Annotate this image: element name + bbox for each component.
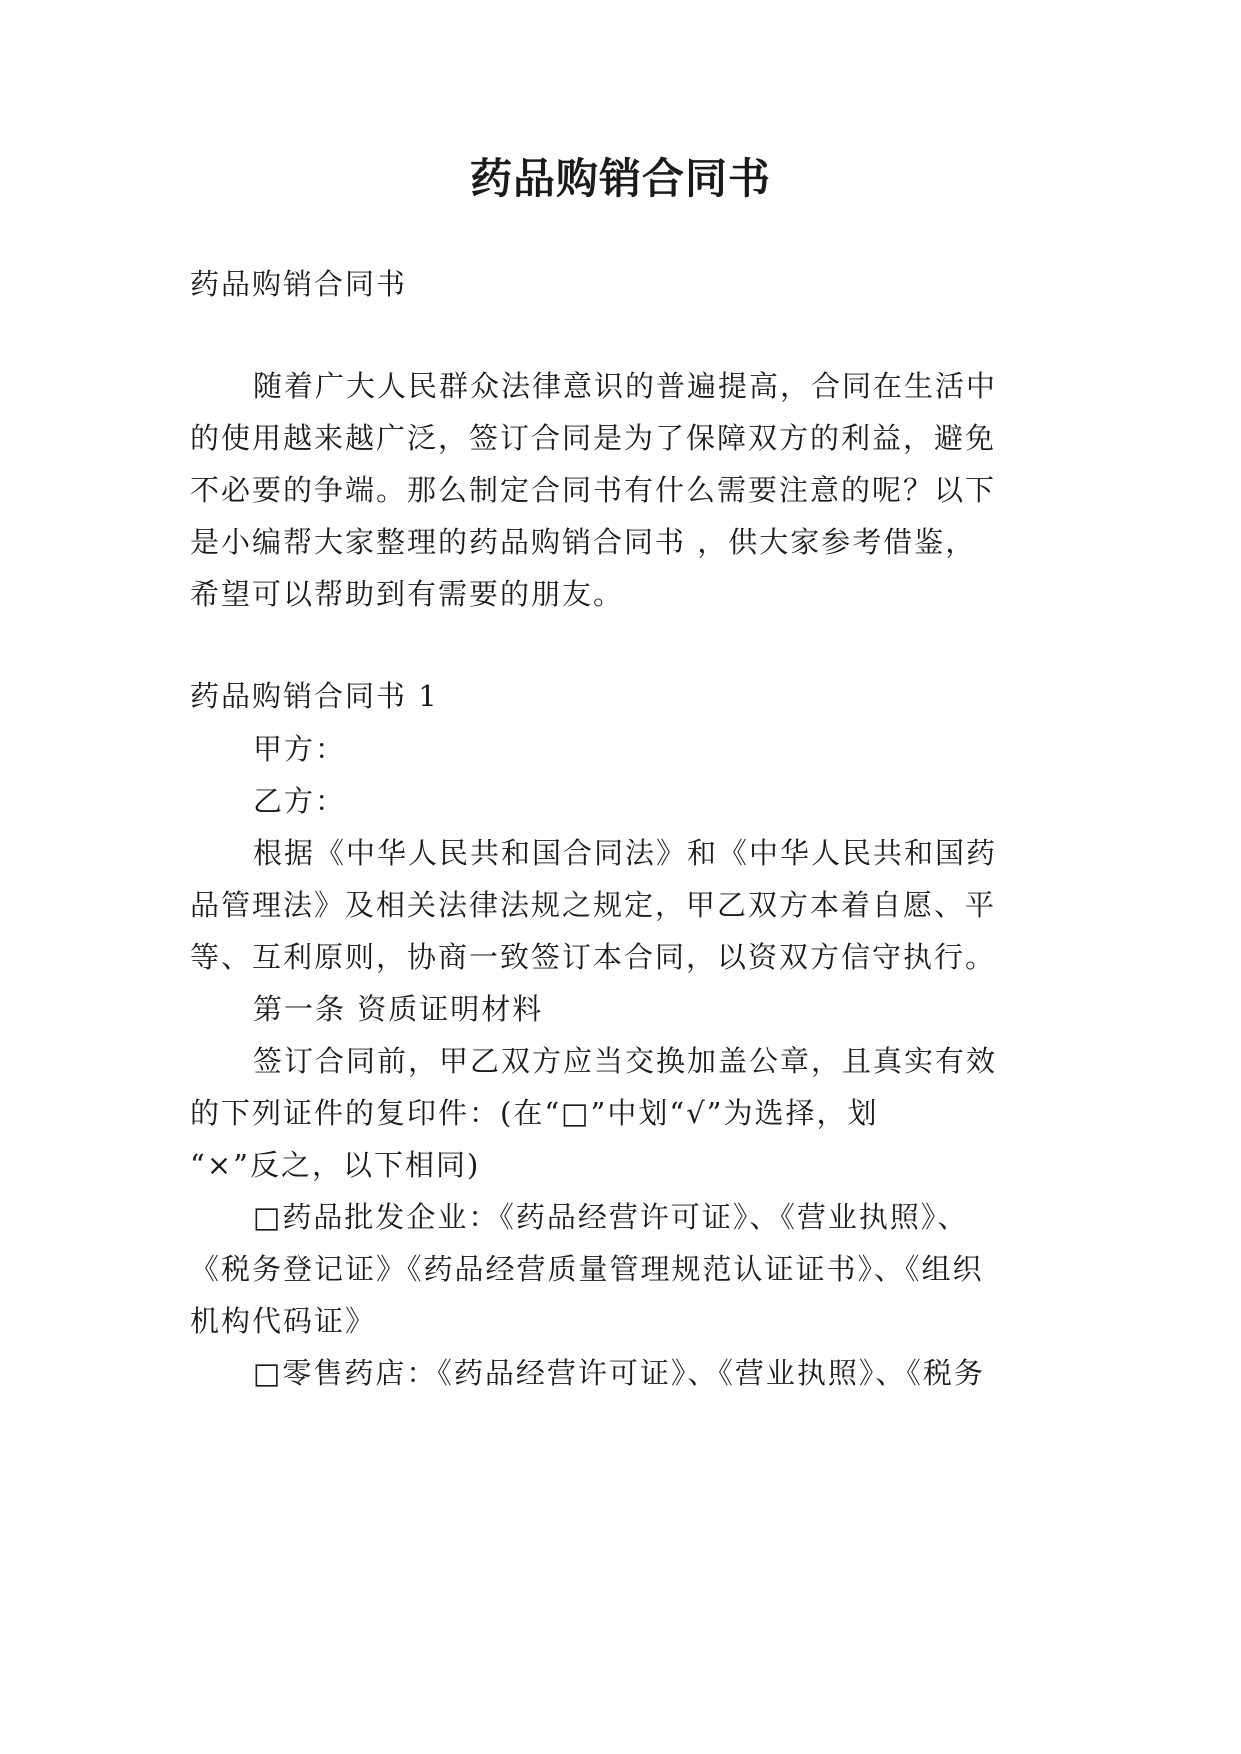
basis-line-3: 等、互利原则，协商一致签订本合同，以资双方信守执行。 <box>190 940 997 974</box>
party-b-label: 乙方： <box>253 784 347 818</box>
intro-line-2: 的使用越来越广泛，签订合同是为了保障双方的利益，避免 <box>190 421 997 455</box>
article-1-title: 第一条 资质证明材料 <box>253 992 544 1026</box>
intro-line-4: 是小编帮大家整理的药品购销合同书 ，供大家参考借鉴， <box>190 525 977 559</box>
wholesale-line-2: 《税务登记证》《药品经营质量管理规范认证证书》、《组织 <box>190 1252 984 1286</box>
article-1-line-3: “×”反之，以下相同) <box>190 1148 481 1182</box>
wholesale-line-1: □药品批发企业：《药品经营许可证》、《营业执照》、 <box>253 1200 969 1234</box>
article-1-line-2: 的下列证件的复印件：(在“□”中划“√”为选择，划 <box>190 1096 879 1130</box>
basis-line-1: 根据《中华人民共和国合同法》和《中华人民共和国药 <box>253 836 998 870</box>
article-1-line-1: 签订合同前，甲乙双方应当交换加盖公章，且真实有效 <box>253 1044 998 1078</box>
basis-line-2: 品管理法》及相关法律法规之规定，甲乙双方本着自愿、平 <box>190 888 997 922</box>
subtitle: 药品购销合同书 <box>190 267 408 301</box>
party-a-label: 甲方： <box>253 732 347 766</box>
retail-line-1: □零售药店：《药品经营许可证》、《营业执照》、《税务 <box>253 1356 985 1390</box>
contract-heading: 药品购销合同书 1 <box>190 679 439 713</box>
intro-line-3: 不必要的争端。那么制定合同书有什么需要注意的呢？以下 <box>190 473 997 507</box>
intro-line-1: 随着广大人民群众法律意识的普遍提高，合同在生活中 <box>253 369 998 403</box>
document-title: 药品购销合同书 <box>469 154 771 203</box>
wholesale-line-3: 机构代码证》 <box>190 1304 377 1338</box>
intro-line-5: 希望可以帮助到有需要的朋友。 <box>190 577 625 611</box>
